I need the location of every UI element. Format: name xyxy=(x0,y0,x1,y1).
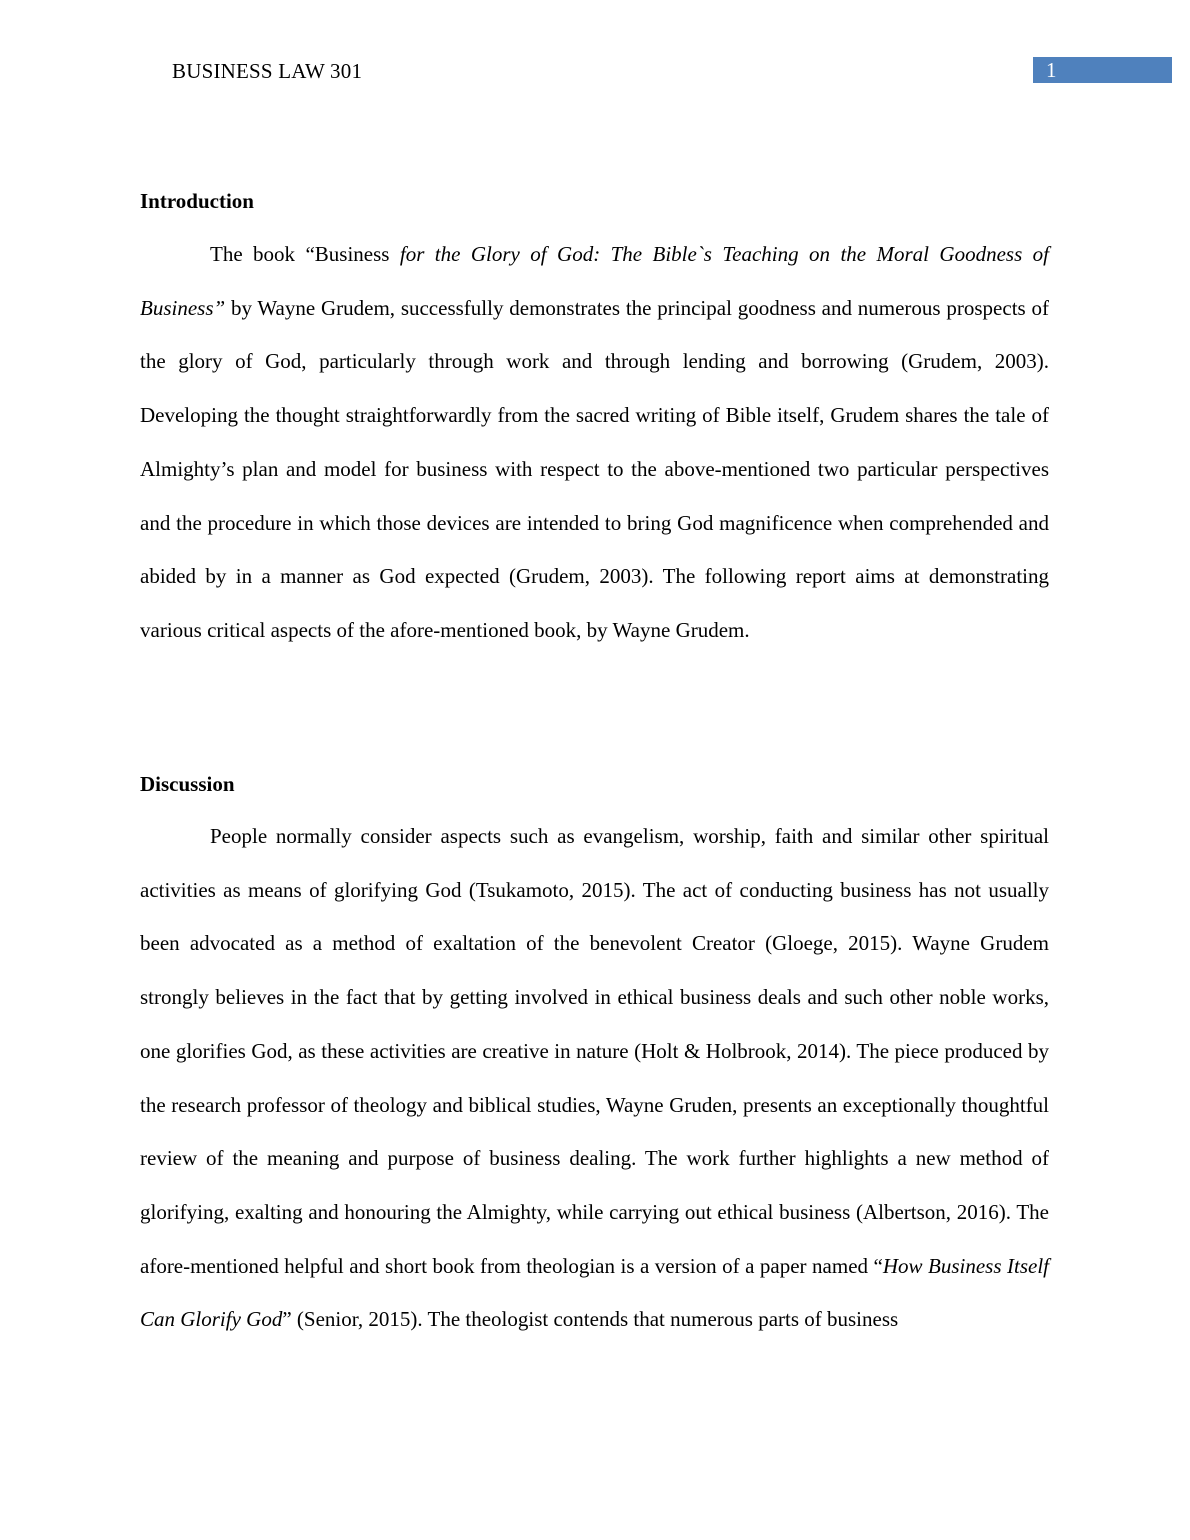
page-number-box xyxy=(1033,57,1172,83)
introduction-heading: Introduction xyxy=(140,189,254,213)
introduction-text-start: The book “Business xyxy=(210,242,400,266)
discussion-heading: Discussion xyxy=(140,772,235,796)
discussion-paragraph xyxy=(140,810,1049,1347)
paper-title-italic: How Business Itself Can Glorify God xyxy=(140,1253,1049,1332)
header-title: BUSINESS LAW 301 xyxy=(172,59,363,83)
introduction-text-rest: by Wayne Grudem, successfully demonstrates the principal goodness and numerous prospects of the glory of God, particularly through work and through lending and borrowing (Grudem, 2003). Developing the thought straightforwardly from the sacred writing of Bible itself, Grudem shares the tale of Almighty’s plan and model for business with respect to the above-mentioned two particular perspectives and the procedure in which those devices are intended to bring God magnificence when comprehended and abided by in a manner as God expected (Grudem, 2003). The following report aims at demonstrating various critical aspects of the afore-mentioned book, by Wayne Grudem. xyxy=(140,295,1049,642)
page-number: 1 xyxy=(1046,58,1057,82)
discussion-text-rest: ” (Senior, 2015). The theologist contends that numerous parts of business xyxy=(282,1307,899,1332)
book-title-italic: for the Glory of God: The Bible`s Teaching on the Moral Goodness of Business” xyxy=(140,242,1049,320)
discussion-text-start: People normally consider aspects such as evangelism, worship, faith and similar other spiritual activities as means of glorifying God (Tsukamoto, 2015). The act of conducting business has not usually been advocated as a method of exaltation of the benevolent Creator (Gloege, 2015). Wayne Grudem strongly believes in the fact that by getting involved in ethical business deals and such other noble works, one glorifies God, as these activities are creative in nature (Holt & Holbrook, 2014). The piece produced by the research professor of theology and biblical studies, Wayne Gruden, presents an exceptionally thoughtful review of the meaning and purpose of business dealing. The work further highlights a new method of glorifying, exalting and honouring the Almighty, while carrying out ethical business (Albertson, 2016). The afore-mentioned helpful and short book from theologian is a version of a paper named “ xyxy=(140,824,1049,1278)
introduction-paragraph xyxy=(140,228,1049,658)
